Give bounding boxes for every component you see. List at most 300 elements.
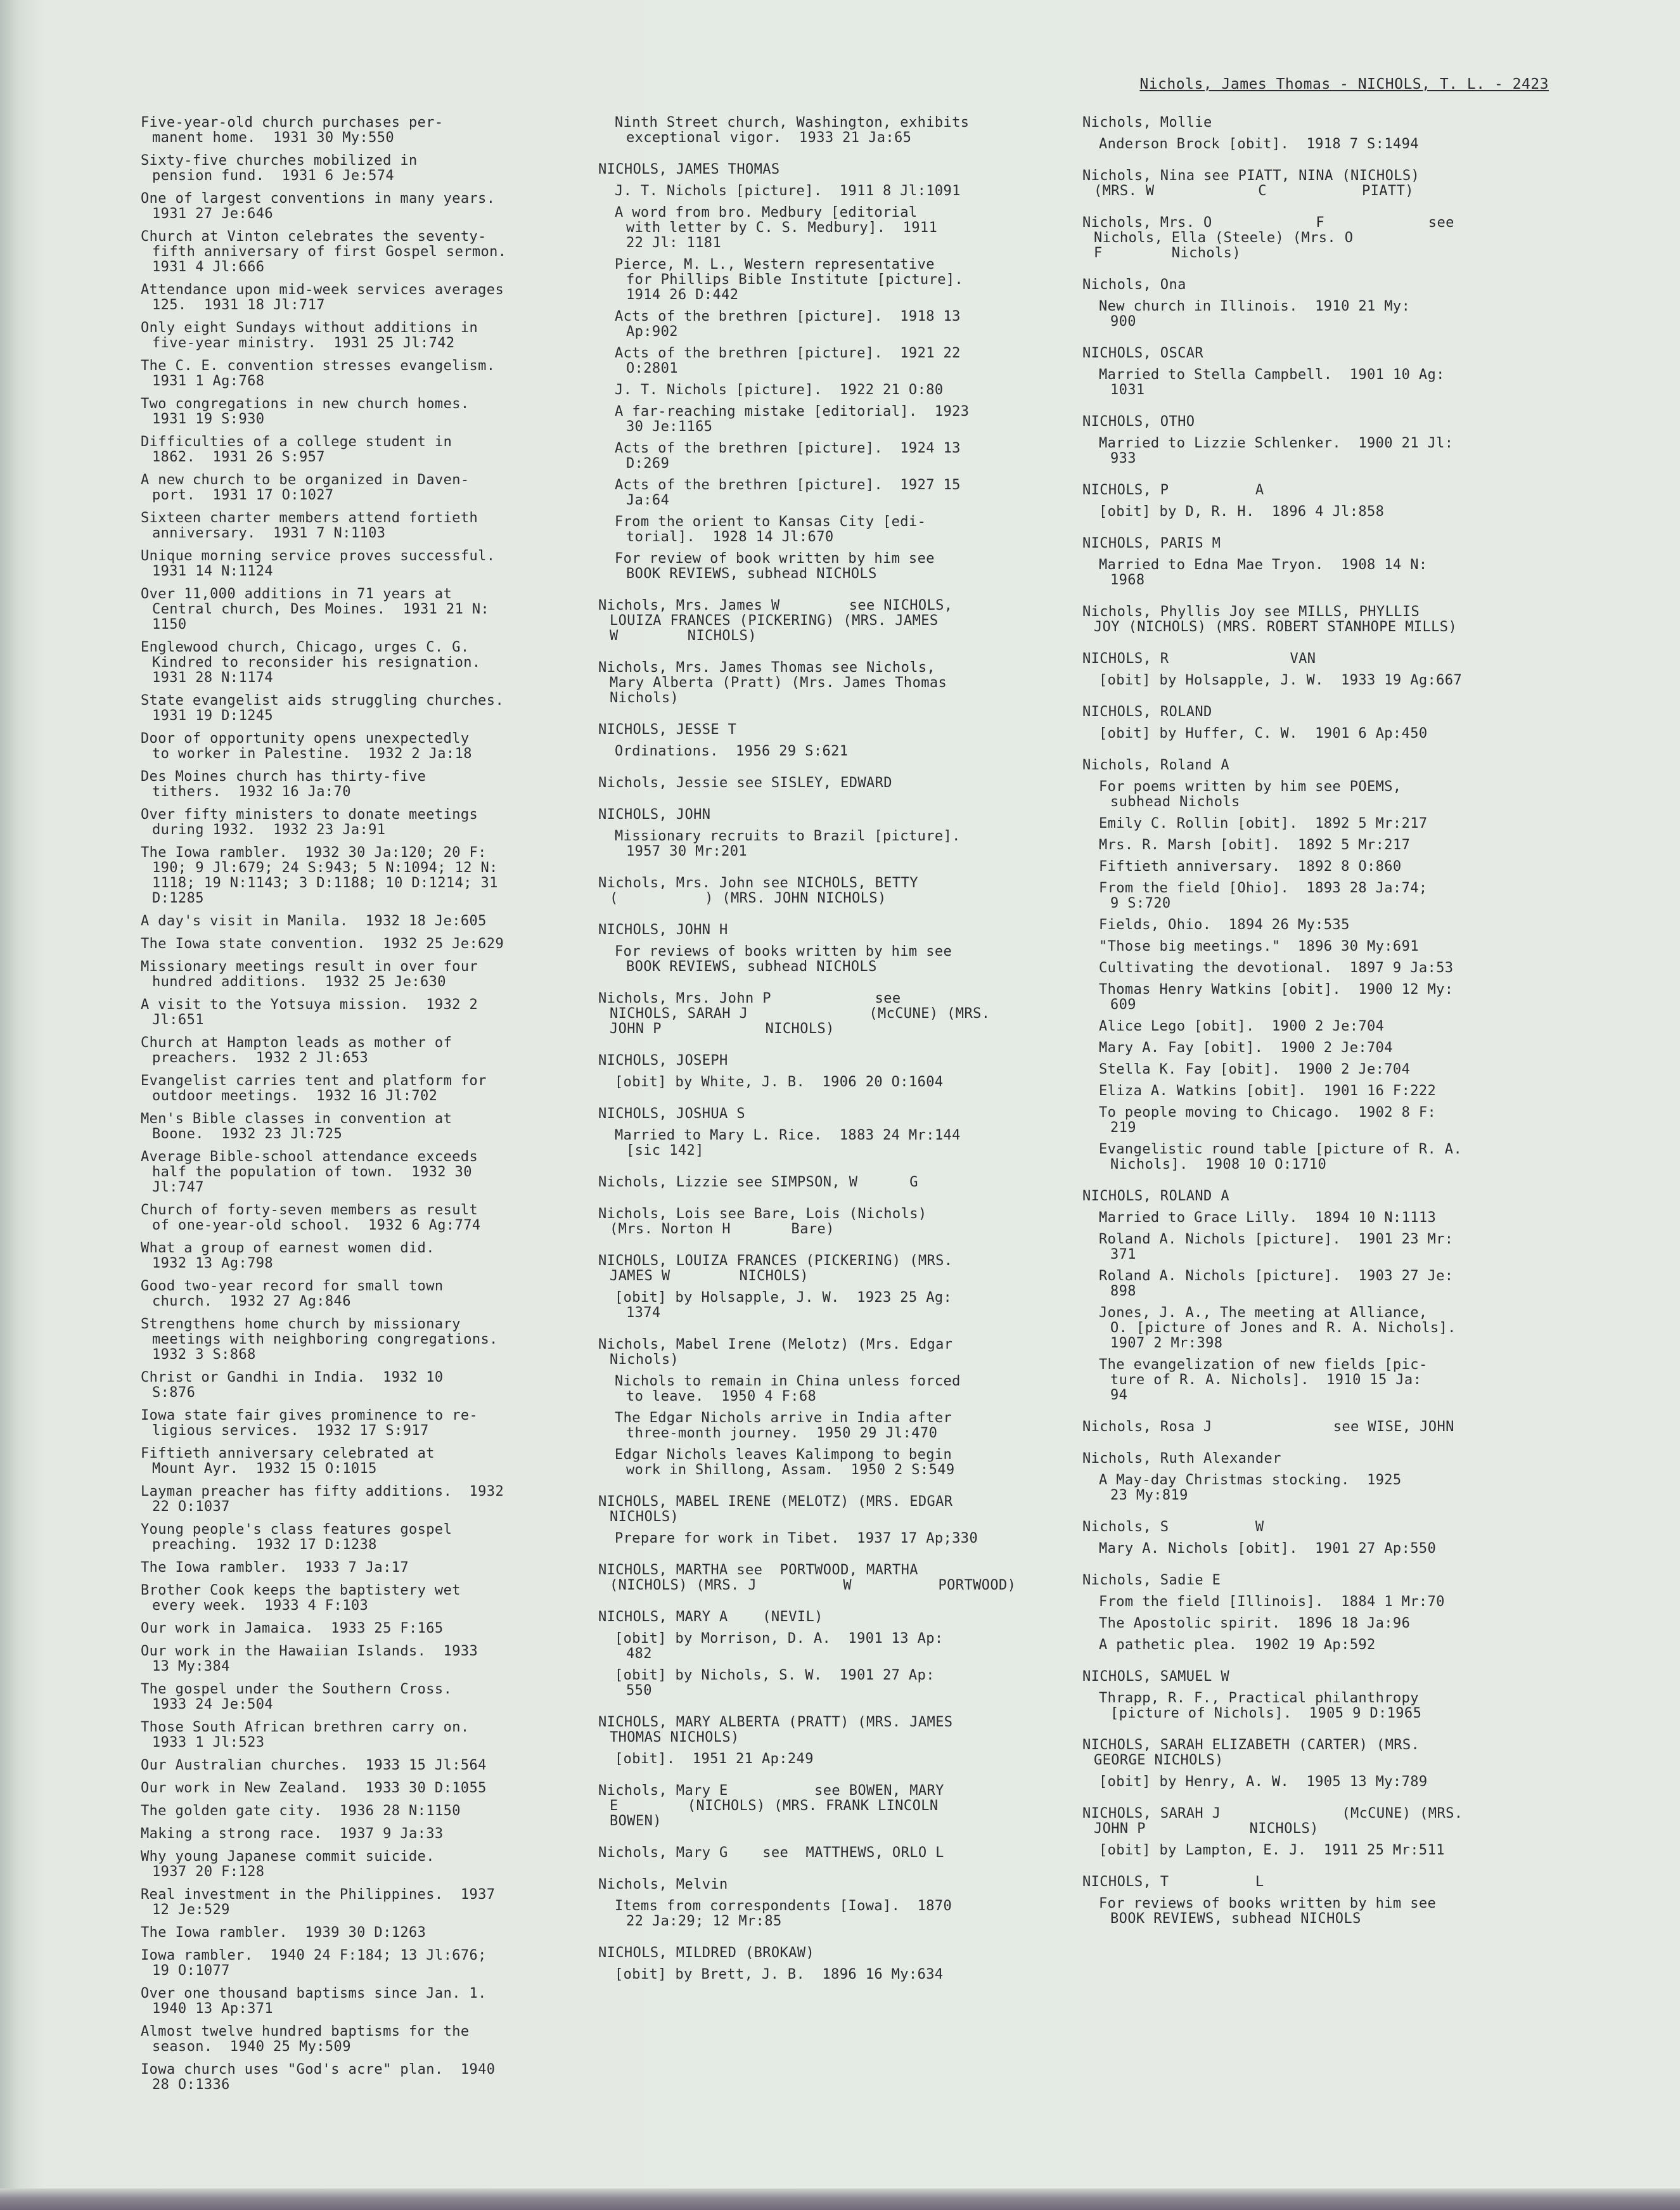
name-heading-block — [1082, 1451, 1520, 1503]
entry-line: A pathetic plea. 1902 19 Ap:592 — [1099, 1637, 1376, 1653]
name-heading-block — [598, 1946, 1036, 1982]
index-entry — [615, 829, 1036, 859]
name-heading — [1082, 758, 1520, 773]
entry-line: port. 1931 17 O:1027 — [152, 487, 334, 503]
index-entry — [1099, 1691, 1520, 1721]
index-entry — [1099, 780, 1520, 810]
name-heading — [1082, 1875, 1520, 1890]
entry-line: A new church to be organized in Daven- — [141, 472, 470, 488]
entry-line: [obit] by Holsapple, J. W. 1923 25 Ag: — [615, 1290, 952, 1306]
entry-line: Nichols to remain in China unless forced — [615, 1373, 961, 1389]
index-entry — [615, 205, 1036, 251]
index-entry — [141, 1948, 546, 1979]
heading-line: NICHOLS, SAMUEL W — [1082, 1669, 1229, 1685]
index-entry — [141, 1522, 546, 1553]
entry-line: [obit] by Morrison, D. A. 1901 13 Ap: — [615, 1631, 944, 1647]
index-entry — [615, 551, 1036, 582]
name-heading-block — [598, 1107, 1036, 1159]
entry-line: Unique morning service proves successful. — [141, 548, 496, 564]
index-entry — [615, 309, 1036, 340]
index-entry — [1099, 1105, 1520, 1136]
entry-line: Good two-year record for small town — [141, 1278, 444, 1294]
entry-line: J. T. Nichols [picture]. 1911 8 Jl:1091 — [615, 183, 961, 199]
entry-line: New church in Illinois. 1910 21 My: — [1099, 299, 1411, 314]
heading-line: NICHOLS, JAMES THOMAS — [598, 162, 780, 177]
index-entry — [1099, 1541, 1520, 1557]
entry-line: Our work in Jamaica. 1933 25 F:165 — [141, 1621, 444, 1636]
name-heading-block — [598, 660, 1036, 706]
entry-line: Christ or Gandhi in India. 1932 10 — [141, 1370, 444, 1385]
index-entry — [615, 441, 1036, 472]
entry-line: From the orient to Kansas City [edi- — [615, 514, 927, 530]
entry-line: J. T. Nichols [picture]. 1922 21 O:80 — [615, 382, 944, 398]
entry-line: For poems written by him see POEMS, — [1099, 779, 1402, 795]
index-entry — [141, 845, 546, 906]
entry-line: Acts of the brethren [picture]. 1918 13 — [615, 309, 961, 324]
index-entry — [1099, 299, 1520, 330]
name-heading-block — [598, 1175, 1036, 1190]
entry-line: Iowa state fair gives prominence to re- — [141, 1408, 478, 1423]
entry-line: Layman preacher has fifty additions. 1932 — [141, 1484, 504, 1500]
entry-line: For review of book written by him see — [615, 551, 935, 567]
entry-line: Acts of the brethren [picture]. 1924 13 — [615, 440, 961, 456]
entry-line: 482 — [626, 1646, 652, 1662]
heading-line: JOHN P NICHOLS) — [1094, 1821, 1319, 1837]
index-entry — [615, 1752, 1036, 1767]
entry-line: Why young Japanese commit suicide. — [141, 1849, 435, 1865]
entry-line: Church of forty-seven members as result — [141, 1202, 478, 1218]
entry-line: Attendance upon mid-week services averages — [141, 282, 504, 298]
entry-line: Missionary meetings result in over four — [141, 959, 478, 975]
heading-line: Nichols, Ona — [1082, 277, 1186, 293]
name-heading — [1082, 1451, 1520, 1467]
entry-line: D:1285 — [152, 890, 204, 906]
name-heading — [1082, 536, 1520, 551]
index-entry — [615, 1075, 1036, 1090]
name-heading — [598, 1946, 1036, 1961]
entry-line: A day's visit in Manila. 1932 18 Je:605 — [141, 913, 487, 929]
entry-line: hundred additions. 1932 25 Je:630 — [152, 974, 446, 990]
entry-line: Eliza A. Watkins [obit]. 1901 16 F:222 — [1099, 1083, 1437, 1099]
entry-line: 94 — [1110, 1387, 1128, 1403]
scan-bottom-edge — [0, 2188, 1680, 2210]
entry-line: 1931 19 D:1245 — [152, 708, 274, 724]
entry-line: Thrapp, R. F., Practical philanthropy — [1099, 1690, 1419, 1706]
entry-line: during 1932. 1932 23 Ja:91 — [152, 822, 386, 838]
name-heading — [598, 1715, 1036, 1745]
name-heading-block — [1082, 758, 1520, 1172]
name-heading — [1082, 414, 1520, 430]
heading-line: Nichols, Ella (Steele) (Mrs. O — [1094, 230, 1354, 246]
entry-line: The Iowa rambler. 1939 30 D:1263 — [141, 1925, 426, 1941]
entry-line: fifth anniversary of first Gospel sermon. — [152, 244, 507, 260]
index-entry — [141, 587, 546, 633]
index-entry — [1099, 1638, 1520, 1653]
name-heading — [598, 1846, 1036, 1861]
entry-line: Our work in New Zealand. 1933 30 D:1055 — [141, 1780, 487, 1796]
heading-line: NICHOLS, PARIS M — [1082, 536, 1221, 551]
entry-line: State evangelist aids struggling churches. — [141, 693, 504, 709]
heading-line: NICHOLS, ROLAND A — [1082, 1188, 1229, 1204]
entry-line: BOOK REVIEWS, subhead NICHOLS — [626, 959, 877, 975]
index-entry — [615, 515, 1036, 545]
entry-line: The C. E. convention stresses evangelism. — [141, 358, 496, 374]
index-entry — [141, 1560, 546, 1576]
entry-line: One of largest conventions in many years. — [141, 191, 496, 207]
name-heading-block — [598, 1053, 1036, 1090]
index-entry — [1099, 558, 1520, 588]
index-entry — [1099, 1595, 1520, 1610]
heading-line: Nichols, Lizzie see SIMPSON, W G — [598, 1174, 918, 1190]
name-heading-block — [1082, 1189, 1520, 1403]
entry-line: The Iowa rambler. 1933 7 Ja:17 — [141, 1560, 409, 1576]
name-heading — [1082, 1189, 1520, 1204]
name-heading-block — [1082, 215, 1520, 261]
index-entry — [615, 257, 1036, 303]
name-heading-block — [1082, 115, 1520, 152]
heading-line: JAMES W NICHOLS) — [610, 1268, 809, 1284]
heading-line: NICHOLS, MARTHA see PORTWOOD, MARTHA — [598, 1562, 918, 1578]
heading-line: NICHOLS, JOSHUA S — [598, 1106, 745, 1122]
index-entry — [141, 1583, 546, 1614]
index-entry — [1099, 1896, 1520, 1927]
entry-line: D:269 — [626, 456, 670, 472]
name-heading — [1082, 1420, 1520, 1435]
entry-line: Acts of the brethren [picture]. 1927 15 — [615, 477, 961, 493]
index-entry — [1099, 1775, 1520, 1790]
name-heading — [598, 1610, 1036, 1625]
name-heading-block — [1082, 1420, 1520, 1435]
name-heading-block — [598, 723, 1036, 759]
name-heading — [598, 776, 1036, 791]
index-entry — [141, 1370, 546, 1401]
heading-line: E (NICHOLS) (MRS. FRANK LINCOLN — [610, 1798, 939, 1814]
name-heading-block — [598, 776, 1036, 791]
name-heading — [1082, 1669, 1520, 1685]
index-entry — [615, 1668, 1036, 1699]
name-heading — [598, 807, 1036, 823]
heading-line: NICHOLS, R VAN — [1082, 651, 1316, 667]
index-entry — [615, 184, 1036, 199]
heading-line: W NICHOLS) — [610, 628, 757, 644]
entry-line: [obit]. 1951 21 Ap:249 — [615, 1751, 814, 1767]
heading-line: NICHOLS, SARAH ELIZABETH (CARTER) (MRS. — [1082, 1737, 1420, 1753]
entry-line: [obit] by Lampton, E. J. 1911 25 Mr:511 — [1099, 1842, 1445, 1858]
heading-line: Nichols, Melvin — [598, 1877, 728, 1892]
heading-line: Nichols, Lois see Bare, Lois (Nichols) — [598, 1206, 927, 1222]
index-entry — [141, 1484, 546, 1515]
name-heading — [1082, 483, 1520, 498]
entry-line: Our Australian churches. 1933 15 Jl:564 — [141, 1757, 487, 1773]
entry-line: 1940 13 Ap:371 — [152, 2001, 274, 2017]
heading-line: ( ) (MRS. JOHN NICHOLS) — [610, 890, 887, 906]
heading-line: Nichols, Roland A — [1082, 757, 1229, 773]
entry-line: Jl:651 — [152, 1012, 204, 1028]
heading-line: Nichols, Mrs. John see NICHOLS, BETTY — [598, 875, 918, 891]
heading-line: BOWEN) — [610, 1813, 662, 1829]
index-entry — [1099, 838, 1520, 853]
entry-line: 190; 9 Jl:679; 24 S:943; 5 N:1094; 12 N: — [152, 860, 498, 876]
entry-line: Two congregations in new church homes. — [141, 396, 470, 412]
entry-line: manent home. 1931 30 My:550 — [152, 130, 395, 146]
name-heading — [598, 598, 1036, 644]
entry-line: [picture of Nichols]. 1905 9 D:1965 — [1110, 1706, 1422, 1721]
name-heading-block — [1082, 652, 1520, 688]
entry-line: 933 — [1110, 451, 1136, 466]
entry-line: Real investment in the Philippines. 1937 — [141, 1887, 496, 1903]
entry-line: 1150 — [152, 617, 187, 633]
index-entry — [1099, 1232, 1520, 1262]
entry-line: Thomas Henry Watkins [obit]. 1900 12 My: — [1099, 982, 1454, 998]
index-entry — [141, 1279, 546, 1309]
index-entry — [1099, 726, 1520, 742]
entry-line: Mrs. R. Marsh [obit]. 1892 5 Mr:217 — [1099, 837, 1411, 853]
entry-line: Evangelist carries tent and platform for — [141, 1073, 487, 1089]
entry-line: subhead Nichols — [1110, 794, 1240, 810]
entry-line: half the population of town. 1932 30 — [152, 1164, 472, 1180]
entry-line: What a group of earnest women did. — [141, 1240, 435, 1256]
index-entry — [141, 937, 546, 952]
entry-line: anniversary. 1931 7 N:1103 — [152, 525, 386, 541]
index-entry — [1099, 1616, 1520, 1631]
heading-line: NICHOLS, JESSE T — [598, 722, 737, 738]
name-heading — [1082, 346, 1520, 361]
entry-line: torial]. 1928 14 Jl:670 — [626, 529, 834, 545]
index-entry — [141, 1986, 546, 2017]
entry-line: outdoor meetings. 1932 16 Jl:702 — [152, 1088, 438, 1104]
name-heading — [598, 1494, 1036, 1525]
entry-line: 28 O:1336 — [152, 2077, 230, 2093]
index-entry — [1099, 1041, 1520, 1056]
entry-line: 1957 30 Mr:201 — [626, 844, 748, 859]
entry-line: for Phillips Bible Institute [picture]. — [626, 272, 964, 288]
index-entry — [141, 115, 546, 146]
entry-line: A word from bro. Medbury [editorial — [615, 205, 918, 221]
entry-line: of one-year-old school. 1932 6 Ag:774 — [152, 1217, 481, 1233]
name-heading — [598, 1175, 1036, 1190]
heading-line: Nichols, Mrs. James Thomas see Nichols, — [598, 660, 936, 676]
heading-line: Nichols, Mary E see BOWEN, MARY — [598, 1783, 944, 1799]
name-heading-block — [1082, 536, 1520, 588]
index-entry — [141, 1621, 546, 1636]
entry-line: 13 My:384 — [152, 1659, 230, 1674]
index-entry — [1099, 1843, 1520, 1858]
entry-line: The golden gate city. 1936 28 N:1150 — [141, 1803, 461, 1819]
entry-line: Missionary recruits to Brazil [picture]. — [615, 828, 961, 844]
entry-line: 219 — [1110, 1120, 1136, 1136]
entry-line: Average Bible-school attendance exceeds — [141, 1149, 478, 1165]
heading-line: Nichols, Mary G see MATTHEWS, ORLO L — [598, 1845, 944, 1861]
entry-line: Roland A. Nichols [picture]. 1903 27 Je: — [1099, 1268, 1454, 1284]
entry-line: ture of R. A. Nichols]. 1910 15 Ja: — [1110, 1372, 1422, 1388]
name-heading — [598, 723, 1036, 738]
index-entry — [615, 1374, 1036, 1404]
entry-line: Mary A. Nichols [obit]. 1901 27 Ap:550 — [1099, 1541, 1437, 1557]
entry-line: Mary A. Fay [obit]. 1900 2 Je:704 — [1099, 1040, 1393, 1056]
name-heading — [598, 1337, 1036, 1368]
entry-line: 1931 4 Jl:666 — [152, 259, 265, 275]
entry-line: 22 Ja:29; 12 Mr:85 — [626, 1913, 782, 1929]
index-entry — [615, 346, 1036, 376]
entry-line: Over 11,000 additions in 71 years at — [141, 586, 452, 602]
entry-line: [obit] by Brett, J. B. 1896 16 My:634 — [615, 1967, 944, 1982]
entry-line: Items from correspondents [Iowa]. 1870 — [615, 1898, 952, 1914]
index-entry — [141, 283, 546, 313]
index-entry — [615, 744, 1036, 759]
index-entry — [615, 1128, 1036, 1159]
entry-line: tithers. 1932 16 Ja:70 — [152, 784, 351, 800]
index-entry — [1099, 881, 1520, 911]
name-heading-block — [598, 876, 1036, 906]
index-entry — [141, 914, 546, 929]
entry-line: The Iowa state convention. 1932 25 Je:629 — [141, 936, 504, 952]
entry-line: 1968 — [1110, 572, 1145, 588]
name-heading — [1082, 115, 1520, 131]
index-entry — [141, 1446, 546, 1477]
entry-line: Fiftieth anniversary celebrated at — [141, 1446, 435, 1462]
name-heading — [598, 923, 1036, 938]
heading-line: NICHOLS, OSCAR — [1082, 345, 1204, 361]
entry-line: Emily C. Rollin [obit]. 1892 5 Mr:217 — [1099, 816, 1428, 832]
entry-line: 23 My:819 — [1110, 1487, 1188, 1503]
entry-line: From the field [Ohio]. 1893 28 Ja:74; — [1099, 880, 1428, 896]
name-heading-block — [1082, 1738, 1520, 1790]
entry-line: Cultivating the devotional. 1897 9 Ja:53 — [1099, 960, 1454, 976]
entry-line: 1907 2 Mr:398 — [1110, 1335, 1223, 1351]
entry-line: Married to Grace Lilly. 1894 10 N:1113 — [1099, 1210, 1437, 1226]
entry-line: Jones, J. A., The meeting at Alliance, — [1099, 1305, 1428, 1321]
index-entry — [141, 1074, 546, 1104]
entry-line: Evangelistic round table [picture of R. A. — [1099, 1141, 1463, 1157]
name-heading-block — [598, 162, 1036, 582]
entry-line: with letter by C. S. Medbury]. 1911 — [626, 220, 938, 236]
column-2 — [598, 115, 1036, 1989]
entry-line: exceptional vigor. 1933 21 Ja:65 — [626, 130, 912, 146]
entry-line: Ja:64 — [626, 492, 670, 508]
entry-line: [obit] by Huffer, C. W. 1901 6 Ap:450 — [1099, 726, 1428, 742]
index-entry — [141, 321, 546, 351]
entry-line: 1914 26 D:442 — [626, 287, 739, 303]
heading-line: (Mrs. Norton H Bare) — [610, 1221, 835, 1237]
entry-line: 1374 — [626, 1305, 661, 1321]
entry-line: Church at Hampton leads as mother of — [141, 1035, 452, 1051]
entry-line: Strengthens home church by missionary — [141, 1316, 461, 1332]
index-entry — [1099, 1211, 1520, 1226]
entry-line: Only eight Sundays without additions in — [141, 320, 478, 336]
name-heading-block — [598, 1610, 1036, 1699]
entry-line: 12 Je:529 — [152, 1902, 230, 1918]
entry-line: 1937 20 F:128 — [152, 1864, 265, 1880]
heading-line: JOHN P NICHOLS) — [610, 1021, 835, 1037]
entry-line: Jl:747 — [152, 1179, 204, 1195]
name-heading — [1082, 652, 1520, 667]
index-entry — [141, 1925, 546, 1941]
entry-line: Alice Lego [obit]. 1900 2 Je:704 — [1099, 1018, 1385, 1034]
name-heading — [1082, 1573, 1520, 1588]
index-entry — [1099, 1084, 1520, 1099]
entry-line: meetings with neighboring congregations. — [152, 1332, 498, 1347]
entry-line: ligious services. 1932 17 S:917 — [152, 1423, 429, 1439]
entry-line: Englewood church, Chicago, urges C. G. — [141, 639, 470, 655]
index-entry — [141, 511, 546, 541]
index-entry — [141, 191, 546, 222]
name-heading-block — [1082, 1520, 1520, 1557]
heading-line: Nichols, Nina see PIATT, NINA (NICHOLS) — [1082, 168, 1420, 184]
entry-line: "Those big meetings." 1896 30 My:691 — [1099, 939, 1419, 954]
name-heading-block — [1082, 483, 1520, 520]
name-heading-block — [598, 1207, 1036, 1237]
heading-line: NICHOLS, OTHO — [1082, 414, 1195, 430]
name-heading — [598, 1254, 1036, 1284]
index-entry — [141, 2062, 546, 2093]
heading-line: NICHOLS, MARY ALBERTA (PRATT) (MRS. JAMES — [598, 1714, 953, 1730]
index-entry — [141, 1317, 546, 1363]
heading-line: NICHOLS, JOHN H — [598, 922, 728, 938]
entry-line: 1931 28 N:1174 — [152, 670, 274, 686]
index-entry — [615, 1899, 1036, 1929]
heading-line: Nichols, Mabel Irene (Melotz) (Mrs. Edgar — [598, 1337, 953, 1352]
entry-line: 898 — [1110, 1283, 1136, 1299]
index-entry — [1099, 1062, 1520, 1077]
entry-line: 9 S:720 — [1110, 896, 1171, 911]
index-entry — [1099, 436, 1520, 466]
heading-line: THOMAS NICHOLS) — [610, 1730, 740, 1745]
index-entry — [615, 1531, 1036, 1546]
name-heading-block — [1082, 346, 1520, 398]
name-heading — [598, 1877, 1036, 1892]
heading-line: Nichols, Mrs. O F see — [1082, 215, 1454, 231]
heading-line: NICHOLS, MARY A (NEVIL) — [598, 1609, 823, 1625]
heading-line: Nichols, Sadie E — [1082, 1572, 1221, 1588]
entry-line: Ninth Street church, Washington, exhibits — [615, 115, 970, 131]
heading-line: NICHOLS, SARAH J (McCUNE) (MRS. — [1082, 1806, 1463, 1821]
entry-line: to worker in Palestine. 1932 2 Ja:18 — [152, 746, 472, 762]
entry-line: three-month journey. 1950 29 Jl:470 — [626, 1425, 938, 1441]
heading-line: Nichols, Mollie — [1082, 115, 1212, 131]
entry-line: Des Moines church has thirty-five — [141, 769, 426, 785]
name-heading — [1082, 278, 1520, 293]
entry-line: 1933 24 Je:504 — [152, 1697, 274, 1712]
index-entry — [615, 1411, 1036, 1441]
name-heading-block — [598, 1563, 1036, 1593]
entry-line: Central church, Des Moines. 1931 21 N: — [152, 601, 490, 617]
heading-line: (MRS. W C PIATT) — [1094, 183, 1414, 199]
index-entry — [615, 1967, 1036, 1982]
index-entry — [141, 1408, 546, 1439]
entry-line: Door of opportunity opens unexpectedly — [141, 731, 470, 747]
entry-line: 900 — [1110, 314, 1136, 330]
name-heading-block — [598, 1494, 1036, 1546]
index-entry — [1099, 982, 1520, 1013]
name-heading-block — [598, 598, 1036, 644]
entry-line: Almost twelve hundred baptisms for the — [141, 2024, 470, 2040]
entry-line: 1933 1 Jl:523 — [152, 1735, 265, 1751]
entry-line: BOOK REVIEWS, subhead NICHOLS — [1110, 1911, 1361, 1927]
name-heading-block — [1082, 605, 1520, 635]
entry-line: 22 Jl: 1181 — [626, 235, 722, 251]
index-entry — [141, 1758, 546, 1773]
entry-line: Married to Edna Mae Tryon. 1908 14 N: — [1099, 557, 1428, 573]
entry-line: church. 1932 27 Ag:846 — [152, 1294, 351, 1309]
name-heading-block — [598, 115, 1036, 146]
heading-line: Nichols, Ruth Alexander — [1082, 1451, 1281, 1467]
entry-line: A May-day Christmas stocking. 1925 — [1099, 1472, 1402, 1488]
heading-line: NICHOLS, MILDRED (BROKAW) — [598, 1945, 815, 1961]
entry-line: Difficulties of a college student in — [141, 434, 452, 450]
entry-line: For reviews of books written by him see — [1099, 1896, 1437, 1911]
index-entry — [615, 1290, 1036, 1321]
name-heading-block — [1082, 1875, 1520, 1927]
